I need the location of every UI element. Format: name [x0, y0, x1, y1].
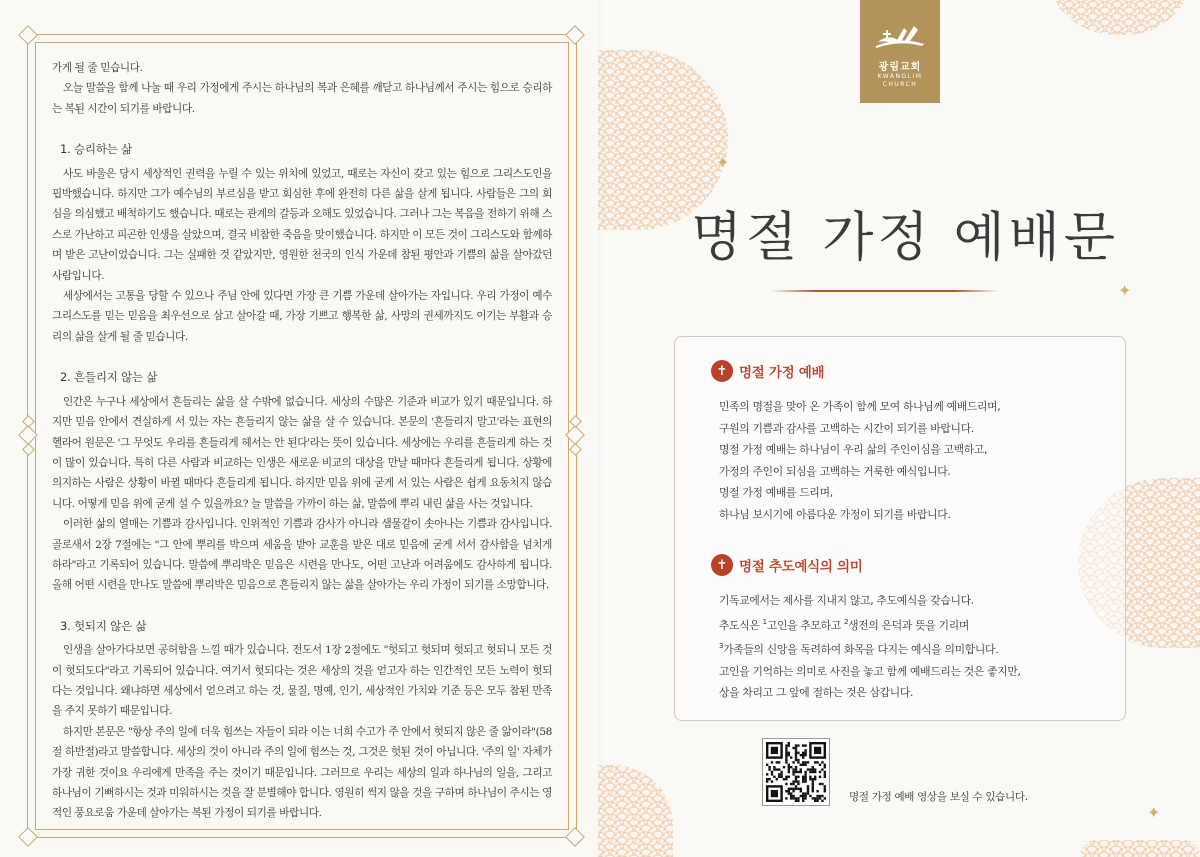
logo-english: KWANGLIM [877, 73, 923, 80]
body-line [719, 636, 1021, 661]
qr-caption: 명절 가정 예배 영상을 보실 수 있습니다. [849, 791, 1028, 803]
body-line: 상을 차리고 그 앞에 절하는 것은 삼갑니다. [719, 686, 914, 699]
section-title: 명절 가정 예배 [739, 365, 825, 381]
body-line: 하나님 보시기에 아름다운 가정이 되기를 바랍니다. [719, 507, 951, 521]
paragraph: 사도 바울은 당시 세상적인 권력을 누릴 수 있는 위치에 있었고, 때로는 자신이 갖고 있는 힘으로 그리스도인을 핍박했습니다. 하지만 그가 예수님의 부르심을 받고 회심한 후에 완전히 다른 삶을 살게 됩니다. 사람들은 그의 회심을 의심했고 배척하기도 했습니다. 때로는 관계의 갈등과 오해도 있었습니다. 그러나 그는 복음을 전하기 위해 스스로 가난하고 피곤한 인생을 살았으며, 결국 비참한 죽음을 맞이했습니다. 하지만 이 모든 것이 그리스도와 함께하며 받은 고난이었습니다. 그는 실패한 것 같았지만, 영원한 천국의 인식 가운데 참된 평안과 기쁨의 삶을 살아갔던 사람입니다. [52, 167, 552, 282]
body-line: 명절 가정 예배는 하나님이 우리 삶의 주인이심을 고백하고, [719, 443, 988, 456]
cross-badge-icon: ✝ [711, 360, 733, 382]
text-fragment: 추도식은 [719, 618, 763, 632]
body-line: 구원의 기쁨과 감사를 고백하는 시간이 되기를 바랍니다. [719, 421, 974, 435]
section-heading: 3. 헛되지 않은 삶 [60, 618, 147, 633]
body-line: 가정의 주인이 되심을 고백하는 거룩한 예식입니다. [719, 464, 951, 478]
body-line: 기독교에서는 제사를 지내지 않고, 추도예식을 갖습니다. [719, 594, 974, 607]
section-body [719, 590, 1021, 704]
paragraph: 인간은 누구나 세상에서 흔들리는 삶을 살 수밖에 없습니다. 세상의 수많은 기준과 비교가 있기 때문입니다. 하지만 믿음 안에서 견실하게 서 있는 자는 흔들리지 않는 삶을 살 수 있습니다. 본문의 '흔들리지 말고'라는 표현의 헬라어 원문은 '그 무엇도 우리를 흔들리게 헤서는 안 된다'라는 뜻이 있습니다. 세상에는 우리를 흔들리게 하는 것이 많이 있습니다. 특히 다른 사람과 비교하는 인생은 새로운 비교의 대상을 만날 때마다 흔들리게 됩니다. 상황에 의지하는 사람은 상황이 바뀔 때마다 흔들리게 됩니다. 하지만 믿음 위에 굳게 서 있는 사람은 쉽게 요동치지 않습니다. 어떻게 믿음 위에 굳게 설 수 있을까요? 늘 말씀을 가까이 하는 삶, 말씀에 뿌리 내린 삶을 사는 것입니다. [52, 395, 552, 510]
paragraph: 세상에서는 고통을 당할 수 있으나 주님 안에 있다면 가장 큰 기쁨 가운데 살아가는 자입니다. 우리 가정이 예수 그리스도를 믿는 믿음을 최우선으로 삼고 살아갈 때, 가장 기쁘고 행복한 삶, 사망의 권세까지도 이기는 부활과 승리의 삶을 살게 될 줄 믿습니다. [52, 290, 552, 343]
body-line [719, 612, 1021, 637]
text-fragment: 가족들의 신앙을 독려하여 화목을 다지는 예식을 의미합니다. [723, 643, 999, 656]
qr-code[interactable] [762, 738, 830, 806]
church-logo [860, 0, 940, 103]
sermon-text [52, 58, 552, 824]
sparkle-icon: ✦ [1147, 803, 1161, 822]
section-header [711, 360, 824, 382]
text-fragment: 생전의 은덕과 뜻을 기리며 [848, 618, 969, 632]
section-heading: 1. 승리하는 삶 [60, 142, 133, 157]
footnote-marker: 3 [719, 642, 724, 650]
wave-pattern-circle [598, 765, 673, 857]
paragraph: 하지만 본문은 "항상 주의 일에 더욱 힘쓰는 자들이 되라 이는 너희 수고가 주 안에서 헛되지 않은 줄 앎이라"(58절 하반절)라고 말씀합니다. 세상의 것이 아니라 주의 일에 힘쓰는 것, 그것은 헛된 것이 아닙니다. '주의 일' 자체가 가장 귀한 것이요 우리에게 만족을 주는 것이기 때문입니다. 그러므로 우리는 세상의 일과 하나님의 일을, 그리고 하나님이 기뻐하시는 것과 미워하시는 것을 잘 분별해야 합니다. 영원히 썩지 않을 것을 구하며 하나님이 주시는 영적인 풍요로움 가운데 살아가는 복된 가정이 되기를 바랍니다. [52, 725, 552, 820]
body-line: 명절 가정 예배를 드리며, [719, 486, 833, 499]
title-underline [770, 290, 1000, 292]
section-header [711, 554, 862, 576]
section-heading: 2. 흔들리지 않는 삶 [60, 370, 158, 385]
body-line: 고인을 기억하는 의미로 사진을 놓고 함께 예배드리는 것은 좋지만, [719, 664, 1021, 678]
qr-code-icon [763, 739, 829, 805]
intro-paragraph: 오늘 말씀을 함께 나눌 때 우리 가정에게 주시는 하나님의 복과 은혜를 깨닫고 하나님께서 주시는 힘으로 승리하는 복된 시간이 되기를 바랍니다. [52, 82, 552, 115]
paragraph: 이러한 삶의 열매는 기쁨과 감사입니다. 인위적인 기쁨과 감사가 아니라 샘물같이 솟아나는 기쁨과 감사입니다. 골로새서 2장 7절에는 "그 안에 뿌리를 박으며 세움을 받아 교훈을 받은 대로 믿음에 굳게 서서 감사함을 넘치게 하라"라고 기록되어 있습니다. 말씀에 뿌리박은 믿음은 시련을 만나도, 어떤 고난과 어려움에도 감사하게 됩니다. 올해 어떤 시련을 만나도 말씀에 뿌리박은 믿음으로 흔들리지 않는 삶을 살아가는 우리 가정이 되기를 소망합니다. [52, 518, 552, 592]
logo-korean: 광림교회 [878, 62, 922, 73]
footnote-marker: 2 [844, 617, 849, 626]
section-body [719, 396, 1000, 525]
cross-badge-icon: ✝ [711, 554, 733, 576]
wave-pattern-circle [1045, 0, 1195, 35]
text-fragment: 고인을 추모하고 [766, 618, 844, 632]
sparkle-icon: ✦ [1118, 281, 1132, 300]
body-line: 민족의 명절을 맞아 온 가족이 함께 모여 하나님께 예배드리며, [719, 400, 1001, 413]
church-emblem-icon [874, 22, 926, 52]
page-title: 명절 가정 예배문 [690, 207, 1120, 268]
logo-english: CHURCH [882, 81, 918, 88]
section-title: 명절 추도예식의 의미 [739, 559, 863, 575]
sparkle-icon: ✦ [716, 153, 730, 172]
footnote-marker: 1 [762, 617, 767, 626]
paragraph: 인생을 살아가다보면 공허함을 느낄 때가 있습니다. 전도서 1장 2절에도 "헛되고 헛되며 헛되고 헛되니 모든 것이 헛되도다"라고 기록되어 있습니다. 여기서 헛되다는 것은 세상의 것을 얻고자 하는 인간적인 모든 노력이 헛되다는 것입니다. 왜냐하면 세상에서 얻으려고 하는 것, 물질, 명예, 인기, 세상적인 가치와 기준 등은 모두 참된 만족을 주지 못하기 때문입니다. [52, 644, 552, 718]
wave-pattern-circle [1080, 840, 1200, 857]
intro-line: 가게 될 줄 믿습니다. [52, 62, 143, 74]
